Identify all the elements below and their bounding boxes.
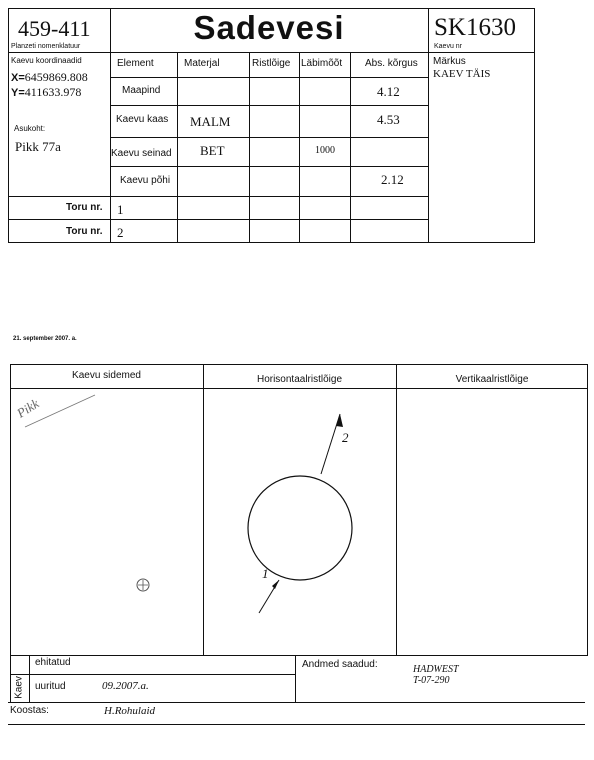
table-row-abs: 4.12 xyxy=(377,84,400,99)
footer-divider xyxy=(29,656,30,702)
page-title: Sadevesi xyxy=(193,9,345,46)
y-coordinate xyxy=(11,85,81,100)
source-line-2: T-07-290 xyxy=(413,675,450,686)
table-row-line xyxy=(110,105,428,106)
table-row-element: Maapind xyxy=(122,85,161,96)
sheet-number: 459-411 xyxy=(18,16,91,41)
footer-line xyxy=(10,674,295,675)
remarks-label: Märkus xyxy=(433,56,466,67)
footer-divider xyxy=(10,656,11,702)
table-row-abs: 4.53 xyxy=(377,112,400,127)
coords-caption: Kaevu koordinaadid xyxy=(11,56,82,65)
table-row-line xyxy=(110,166,428,167)
table-row-diameter: 1000 xyxy=(315,145,335,156)
table-divider xyxy=(350,52,351,243)
table-divider xyxy=(299,52,300,243)
pipe-value: 2 xyxy=(117,225,124,240)
table-row-element: Kaevu põhi xyxy=(120,175,171,186)
y-value: 411633.978 xyxy=(24,85,82,99)
well-id: SK1630 xyxy=(434,14,516,41)
source-line-1: HADWEST xyxy=(413,664,459,675)
table-row-material: MALM xyxy=(190,114,231,129)
table-row-material: BET xyxy=(200,143,225,158)
date-line: 21. september 2007. a. xyxy=(13,336,77,342)
built-label: ehitatud xyxy=(35,657,71,668)
sketch-col-horizontal: Horisontaalristlõige xyxy=(256,374,343,385)
street-sketch-line xyxy=(20,392,100,432)
remarks-value: KAEV TÄIS xyxy=(433,68,491,80)
sheet-caption: Planzeti nomenklatuur xyxy=(11,43,81,50)
table-divider xyxy=(177,52,178,243)
source-label: Andmed saadud: xyxy=(302,659,378,670)
col-header-element: Element xyxy=(117,58,154,69)
pipe-label: Toru nr. xyxy=(66,202,103,213)
sketch-divider xyxy=(396,364,397,656)
compiler-label: Koostas: xyxy=(10,705,49,716)
footer-line xyxy=(8,702,585,703)
pipe-value: 1 xyxy=(117,202,124,217)
kaev-label: Kaev xyxy=(13,676,25,699)
surveyed-label: uuritud xyxy=(35,681,66,692)
pipe-label-2: 2 xyxy=(342,430,349,445)
x-coordinate xyxy=(11,70,88,85)
horizontal-section-drawing xyxy=(203,388,396,656)
table-row-abs: 2.12 xyxy=(381,172,404,187)
address-value: Pikk 77a xyxy=(15,139,61,154)
pipe-label: Toru nr. xyxy=(66,226,103,237)
col-header-abs-height: Abs. kõrgus xyxy=(365,58,418,69)
col-header-section: Ristlõige xyxy=(252,58,291,69)
header-divider xyxy=(8,52,535,53)
well-caption: Kaevu nr xyxy=(434,43,463,50)
col-header-diameter: Läbimõõt xyxy=(301,58,343,69)
address-label: Asukoht: xyxy=(14,124,46,133)
table-row-line xyxy=(8,219,428,220)
sketch-col-links: Kaevu sidemed xyxy=(72,370,141,381)
manhole-circle xyxy=(248,476,352,580)
divider xyxy=(428,8,429,243)
table-row-element: Kaevu kaas xyxy=(116,114,169,125)
x-label: X= xyxy=(11,72,25,84)
y-label: Y= xyxy=(11,87,25,99)
table-row-line xyxy=(110,137,428,138)
well-symbol-icon xyxy=(135,577,151,593)
table-row-line xyxy=(8,196,428,197)
col-header-material: Materjal xyxy=(184,58,220,69)
street-note: Pikk xyxy=(14,395,42,421)
surveyed-value: 09.2007.a. xyxy=(102,680,149,692)
table-divider xyxy=(249,52,250,243)
footer-divider xyxy=(295,656,296,702)
compiler-value: H.Rohulaid xyxy=(104,705,156,717)
table-row-line xyxy=(110,77,428,78)
x-value: 6459869.808 xyxy=(24,70,88,84)
table-row-element: Kaevu seinad xyxy=(111,148,172,159)
footer-line xyxy=(8,724,585,725)
sketch-col-vertical: Vertikaalristlõige xyxy=(455,374,529,385)
pipe-label-1: 1 xyxy=(262,566,269,581)
